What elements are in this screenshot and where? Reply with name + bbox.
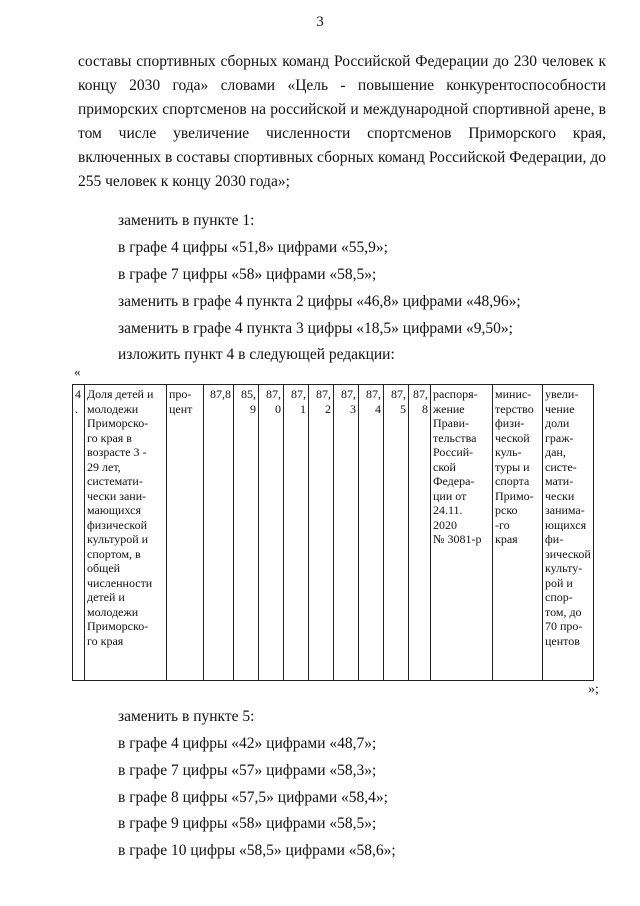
intro-line: 255 человек к концу 2030 года»; bbox=[78, 173, 290, 190]
instruction-line: заменить в пункте 5: bbox=[118, 708, 255, 725]
row-number-cell: 4 . bbox=[73, 385, 85, 681]
target-cell: увели- чение доли граж- дан, систе- мати- чески занима- ющихся фи- зической культу- рой и спор- том, до 70 про- центов bbox=[543, 385, 594, 681]
intro-line: приморских спортсменов на российской и международной спортивной арене, в bbox=[78, 101, 606, 118]
instruction-line: в графе 7 цифры «58» цифрами «58,5»; bbox=[118, 266, 377, 283]
value-cell: 87, 1 bbox=[284, 385, 309, 681]
instruction-line: изложить пункт 4 в следующей редакции: bbox=[118, 346, 395, 363]
indicator-table bbox=[72, 384, 594, 681]
instruction-line: заменить в графе 4 пункта 2 цифры «46,8» цифрами «48,96»; bbox=[118, 293, 521, 310]
value-cell: 87, 4 bbox=[359, 385, 384, 681]
value-cell: 87, 8 bbox=[409, 385, 431, 681]
value-cell: 87, 0 bbox=[259, 385, 284, 681]
value-cell: 85, 9 bbox=[234, 385, 259, 681]
instruction-line: в графе 7 цифры «57» цифрами «58,3»; bbox=[118, 762, 377, 779]
instruction-line: в графе 8 цифры «57,5» цифрами «58,4»; bbox=[118, 789, 388, 806]
intro-line: концу 2030 года» словами «Цель - повышение конкурентоспособности bbox=[78, 77, 606, 94]
value-cell: 87,8 bbox=[204, 385, 234, 681]
intro-line: том числе увеличение численности спортсменов Приморского края, bbox=[78, 125, 606, 142]
instruction-line: в графе 4 цифры «42» цифрами «48,7»; bbox=[118, 735, 377, 752]
table-row bbox=[73, 385, 594, 681]
quote-close-mark: »; bbox=[588, 682, 599, 697]
value-cell: 87, 5 bbox=[384, 385, 409, 681]
instruction-line: в графе 10 цифры «58,5» цифрами «58,6»; bbox=[118, 842, 396, 859]
unit-cell: про- цент bbox=[167, 385, 204, 681]
page-number: 3 bbox=[316, 14, 324, 30]
instruction-line: в графе 9 цифры «58» цифрами «58,5»; bbox=[118, 815, 377, 832]
intro-line: включенных в составы спортивных сборных команд Российской Федерации, до bbox=[78, 149, 606, 166]
quote-open-mark: « bbox=[74, 364, 81, 379]
responsible-cell: минис- терство физи- ческой куль- туры и спорта Примо- рско -го края bbox=[493, 385, 543, 681]
value-cell: 87, 3 bbox=[334, 385, 359, 681]
document-cell: распоря- жение Прави- тельства Россий- ской Федера- ции от 24.11. 2020 № 3081-р bbox=[431, 385, 493, 681]
instruction-line: заменить в пункте 1: bbox=[118, 212, 255, 229]
indicator-cell: Доля детей и молодежи Приморско- го края в возрасте 3 - 29 лет, системати- чески зани- мающихся физической культурой и спортом, в общей численности детей и молодежи Приморско- го края bbox=[85, 385, 167, 681]
intro-paragraph bbox=[78, 50, 606, 194]
instruction-line: заменить в графе 4 пункта 3 цифры «18,5» цифрами «9,50»; bbox=[118, 320, 513, 337]
instruction-line: в графе 4 цифры «51,8» цифрами «55,9»; bbox=[118, 239, 388, 256]
value-cell: 87, 2 bbox=[309, 385, 334, 681]
intro-line: составы спортивных сборных команд Российской Федерации до 230 человек к bbox=[78, 53, 606, 70]
